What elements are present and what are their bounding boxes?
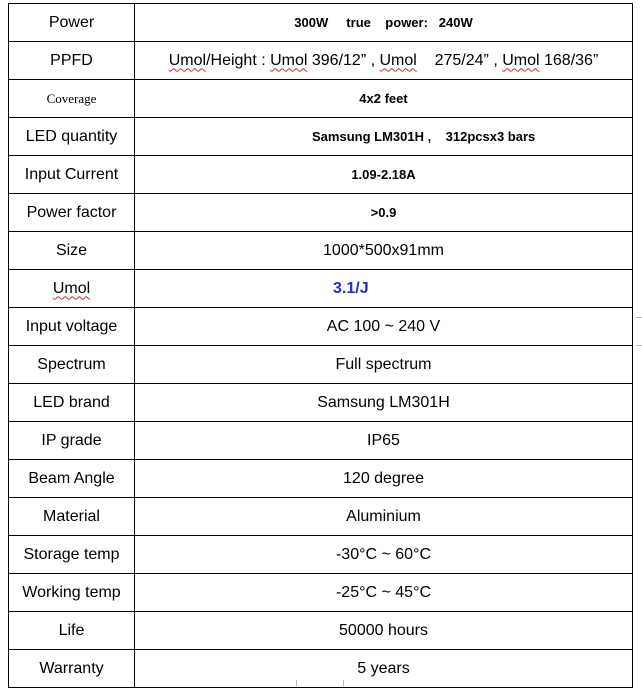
spec-label-life: Life: [9, 612, 135, 650]
spec-value-warranty: 5 years: [135, 650, 633, 688]
table-row: [9, 232, 633, 270]
spec-label-working-temp: Working temp: [9, 574, 135, 612]
spec-value-size: 1000*500x91mm: [135, 232, 633, 270]
spec-label-power-factor: Power factor: [9, 194, 135, 232]
page-edge-tick: [343, 680, 344, 686]
spec-value-ip-grade: IP65: [135, 422, 633, 460]
spec-value-ppfd: Umol/Height : Umol 396/12” , Umol 275/24” , Umol 168/36”: [135, 42, 633, 80]
table-row: [9, 42, 633, 80]
spec-value-coverage: 4x2 feet: [135, 80, 633, 118]
spec-value-input-current: 1.09-2.18A: [135, 156, 633, 194]
spec-value-led-quantity: Samsung LM301H , 312pcsx3 bars: [135, 118, 633, 156]
spec-label-led-quantity: LED quantity: [9, 118, 135, 156]
table-row: [9, 308, 633, 346]
spec-value-life: 50000 hours: [135, 612, 633, 650]
misspelled-word: Umol: [52, 279, 91, 297]
spec-value-storage-temp: -30°C ~ 60°C: [135, 536, 633, 574]
spec-label-beam-angle: Beam Angle: [9, 460, 135, 498]
spec-label-coverage: Coverage: [9, 80, 135, 118]
spec-label-material: Material: [9, 498, 135, 536]
misspelled-word: Umol: [270, 51, 308, 69]
spec-label-input-current: Input Current: [9, 156, 135, 194]
spec-value-material: Aluminium: [135, 498, 633, 536]
spec-label-umol: [9, 270, 135, 308]
misspelled-word: Umol: [168, 51, 207, 69]
table-row: [9, 118, 633, 156]
spec-value-working-temp: -25°C ~ 45°C: [135, 574, 633, 612]
table-row: [9, 346, 633, 384]
table-row: [9, 384, 633, 422]
spec-label-ip-grade: IP grade: [9, 422, 135, 460]
page-edge-tick: [296, 680, 297, 686]
misspelled-word: Umol: [379, 51, 417, 69]
spec-label-warranty: Warranty: [9, 650, 135, 688]
table-row: [9, 460, 633, 498]
spec-label-power: Power: [9, 4, 135, 42]
spec-value-umol: 3.1/J: [135, 270, 633, 308]
table-row: [9, 270, 633, 308]
table-row: [9, 536, 633, 574]
spec-label-size: Size: [9, 232, 135, 270]
table-row: [9, 498, 633, 536]
misspelled-word: Umol: [502, 51, 540, 69]
table-row: [9, 650, 633, 688]
spec-label-input-voltage: Input voltage: [9, 308, 135, 346]
spec-value-input-voltage: AC 100 ~ 240 V: [135, 308, 633, 346]
table-row: [9, 156, 633, 194]
table-row: [9, 80, 633, 118]
spec-value-power-factor: >0.9: [135, 194, 633, 232]
table-row: [9, 4, 633, 42]
table-row: [9, 194, 633, 232]
spec-value-beam-angle: 120 degree: [135, 460, 633, 498]
spec-value-spectrum: Full spectrum: [135, 346, 633, 384]
page-edge-tick: [636, 317, 642, 318]
table-row: [9, 574, 633, 612]
page-edge-tick: [636, 345, 642, 346]
table-row: [9, 612, 633, 650]
spec-value-power: 300W true power: 240W: [135, 4, 633, 42]
spec-label-led-brand: LED brand: [9, 384, 135, 422]
spec-label-spectrum: Spectrum: [9, 346, 135, 384]
spec-label-ppfd: PPFD: [9, 42, 135, 80]
spec-label-storage-temp: Storage temp: [9, 536, 135, 574]
table-row: [9, 422, 633, 460]
spec-value-led-brand: Samsung LM301H: [135, 384, 633, 422]
spec-table: [8, 3, 633, 688]
